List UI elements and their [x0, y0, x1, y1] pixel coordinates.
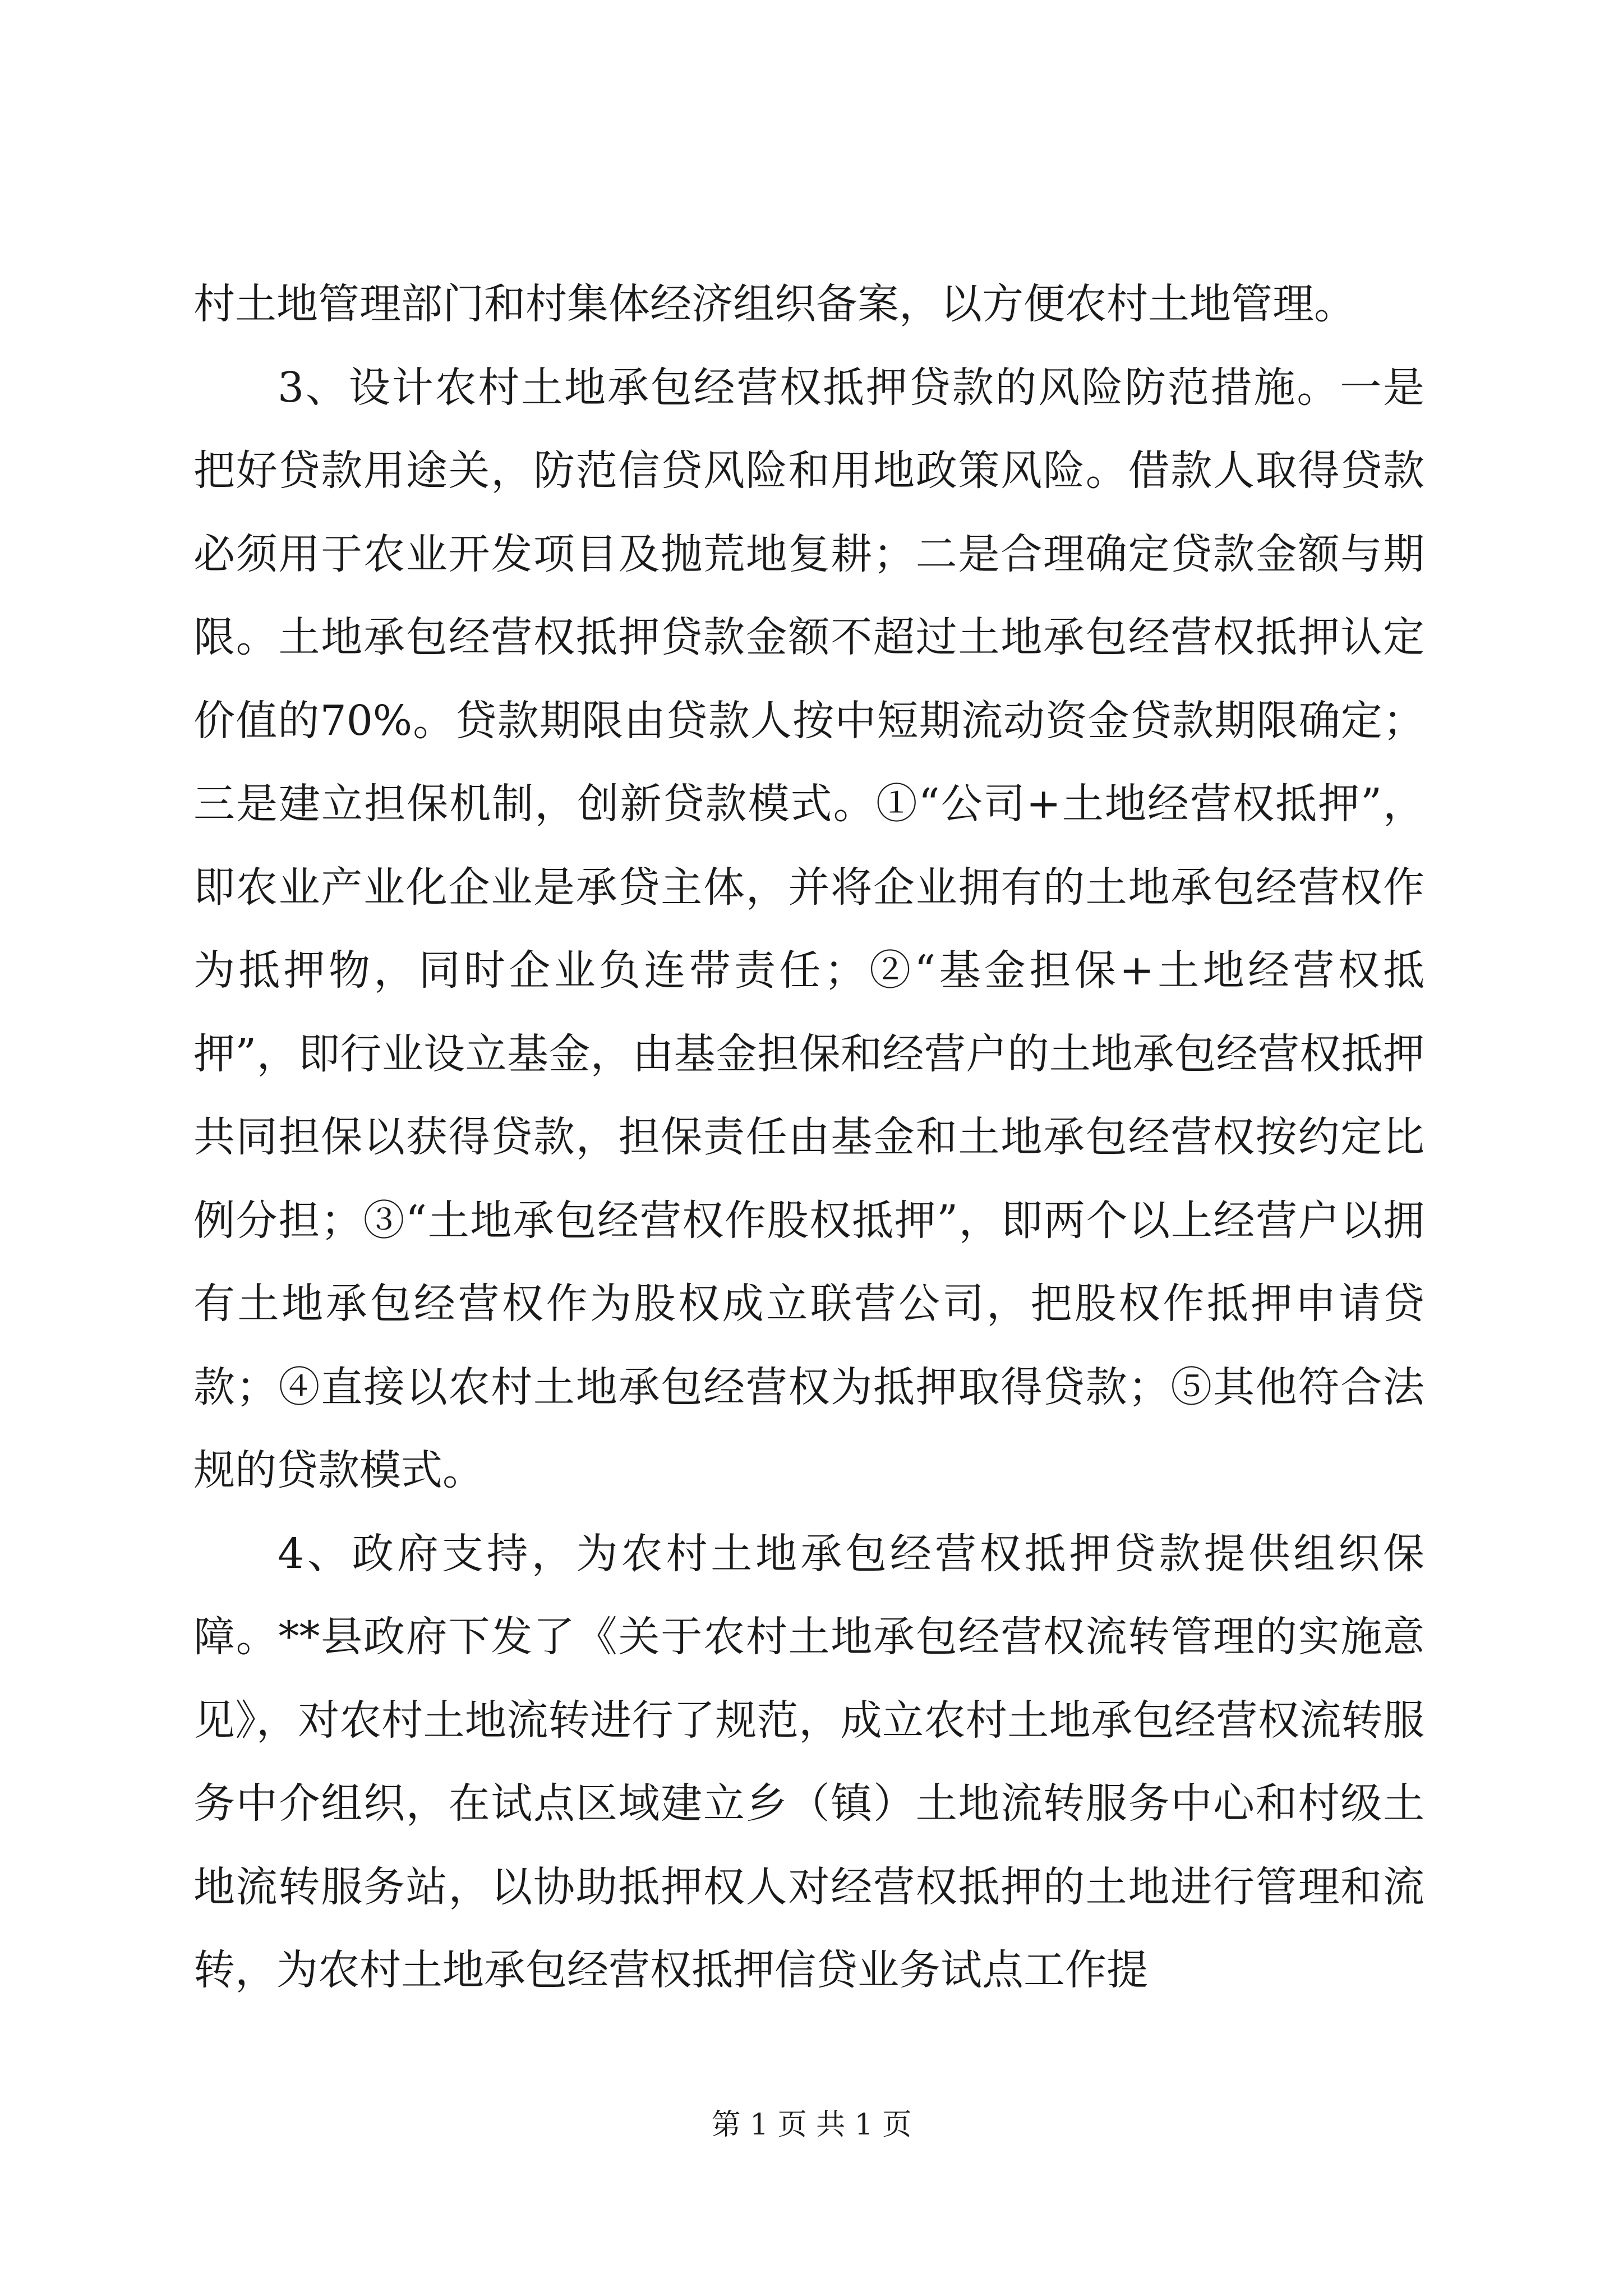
- paragraph-continuation: 村土地管理部门和村集体经济组织备案，以方便农村土地管理。: [193, 280, 1355, 328]
- document-body: [193, 263, 1424, 2012]
- paragraph-risk-measures: 3、设计农村土地承包经营权抵押贷款的风险防范措施。一是把好贷款用途关，防范信贷风险和用地政策风险。借款人取得贷款必须用于农业开发项目及抛荒地复耕；二是合理确定贷款金额与期限。土地承包经营权抵押贷款金额不超过土地承包经营权抵押认定价值的70%。贷款期限由贷款人按中短期流动资金贷款期限确定；三是建立担保机制，创新贷款模式。①“公司+土地经营权抵押”，即农业产业化企业是承贷主体，并将企业拥有的土地承包经营权作为抵押物，同时企业负连带责任；②“基金担保+土地经营权抵押”，即行业设立基金，由基金担保和经营户的土地承包经营权抵押共同担保以获得贷款，担保责任由基金和土地承包经营权按约定比例分担；③“土地承包经营权作股权抵押”，即两个以上经营户以拥有土地承包经营权作为股权成立联营公司，把股权作抵押申请贷款；④直接以农村土地承包经营权为抵押取得贷款；⑤其他符合法规的贷款模式。: [193, 363, 1424, 1494]
- page-footer: 第 1 页 共 1 页: [711, 2108, 912, 2142]
- paragraph-government-support: 4、政府支持，为农村土地承包经营权抵押贷款提供组织保障。**县政府下发了《关于农村土地承包经营权流转管理的实施意见》，对农村土地流转进行了规范，成立农村土地承包经营权流转服务中介组织，在试点区域建立乡（镇）土地流转服务中心和村级土地流转服务站，以协助抵押权人对经营权抵押的土地进行管理和流转，为农村土地承包经营权抵押信贷业务试点工作提: [193, 1529, 1424, 1994]
